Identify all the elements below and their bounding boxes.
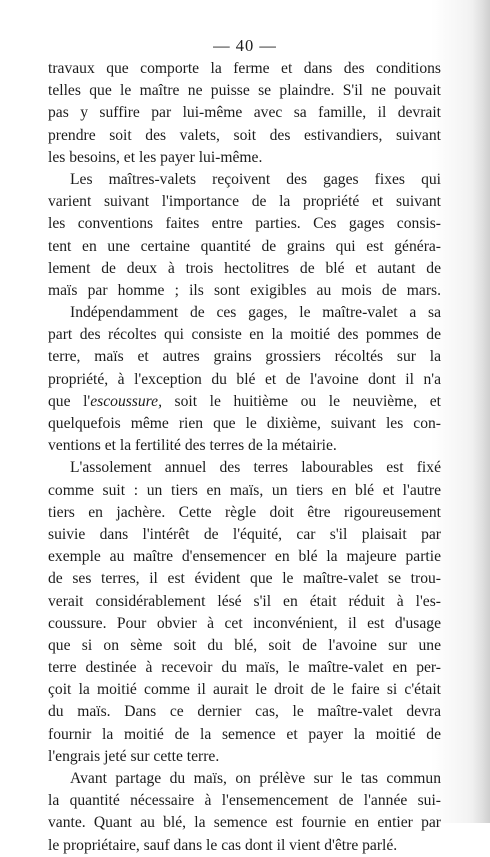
text-line: coussure. Pour obvier à cet inconvénient, il est d'usage bbox=[48, 614, 441, 632]
text-line: Indépendamment de ces gages, le maître-valet a sa bbox=[70, 304, 441, 322]
paragraph-3 bbox=[48, 302, 441, 457]
text-line: terre destinée à recevoir du maïs, le maître-valet en per- bbox=[48, 659, 441, 677]
paragraph-1 bbox=[48, 58, 441, 169]
text-line: vante. Quant au blé, la semence est fournie en entier par bbox=[48, 814, 441, 832]
text-line: tent en une certaine quantité de grains qui est généra- bbox=[48, 237, 441, 255]
text-line: que si on sème soit du blé, soit de l'avoine sur une bbox=[48, 636, 441, 654]
text-line: part des récoltes qui consiste en la moitié des pommes de bbox=[48, 326, 441, 344]
text-line: Les maîtres-valets reçoivent des gages fixes qui bbox=[70, 170, 441, 188]
text-line: les conventions faites entre parties. Ces gages consis- bbox=[48, 215, 441, 233]
text-line: lement de deux à trois hectolitres de blé et autant de bbox=[48, 259, 441, 277]
text-line: le propriétaire, sauf dans le cas dont il vient d'être parlé. bbox=[48, 836, 398, 854]
text-line: du maïs. Dans ce dernier cas, le maître-valet devra bbox=[48, 703, 441, 721]
line-end: soit le huitième ou le neuvième, et bbox=[161, 392, 441, 410]
text-line: L'assolement annuel des terres labourables est fixé bbox=[70, 459, 441, 477]
text-line: çoit la moitié comme il aurait le droit de le faire si c'était bbox=[48, 681, 441, 699]
text-line: fournir la moitié de la semence et payer la moitié de bbox=[48, 725, 441, 743]
text-line: suivie dans l'intérêt de l'équité, car s'il plaisait par bbox=[48, 525, 441, 543]
text-line: de ses terres, il est évident que le maître-valet se trou- bbox=[48, 570, 441, 588]
paragraph-5 bbox=[48, 768, 441, 857]
text-line: la quantité nécessaire à l'ensemencement de l'année sui- bbox=[48, 792, 441, 810]
text-line: exemple au maître d'ensemencer en blé la majeure partie bbox=[48, 548, 441, 566]
text-line: prendre soit des valets, soit des estivandiers, suivant bbox=[48, 126, 441, 144]
text-line-with-italic bbox=[48, 391, 441, 413]
text-line: les besoins, et les payer lui-même. bbox=[48, 148, 263, 166]
paragraph-2 bbox=[48, 169, 441, 302]
text-line: ventions et la fertilité des terres de la métairie. bbox=[48, 437, 337, 455]
text-line: comme suit : un tiers en maïs, un tiers en blé et l'autre bbox=[48, 481, 441, 499]
text-line: pas y suffire par lui-même avec sa famille, il devrait bbox=[48, 104, 441, 122]
text-line: tiers en jachère. Cette règle doit être rigoureusement bbox=[48, 503, 441, 521]
page-edge-shadow bbox=[472, 0, 490, 823]
body-text bbox=[48, 58, 441, 857]
text-line: Avant partage du maïs, on prélève sur le tas commun bbox=[70, 770, 441, 787]
page-number: — 40 — bbox=[213, 36, 277, 55]
paragraph-4 bbox=[48, 457, 441, 768]
text-line: quelquefois même rien que le dixième, suivant les con- bbox=[48, 415, 441, 432]
italic-term: escoussure, bbox=[90, 392, 162, 410]
text-line: varient suivant l'importance de la propriété et suivant bbox=[48, 193, 441, 211]
text-line: verait considérablement lésé s'il en était réduit à l'es- bbox=[48, 592, 441, 610]
text-line: travaux que comporte la ferme et dans des conditions bbox=[48, 60, 441, 77]
text-line: propriété, à l'exception du blé et de l'avoine dont il n'a bbox=[48, 370, 441, 388]
text-line: terre, maïs et autres grains grossiers récoltés sur la bbox=[48, 348, 441, 366]
text-line: telles que le maître ne puisse se plaindre. S'il ne pouvait bbox=[48, 82, 441, 100]
line-start: que l' bbox=[48, 392, 91, 410]
text-line: maïs par homme ; ils sont exigibles au mois de mars. bbox=[48, 281, 441, 299]
text-line: l'engrais jeté sur cette terre. bbox=[48, 747, 220, 765]
